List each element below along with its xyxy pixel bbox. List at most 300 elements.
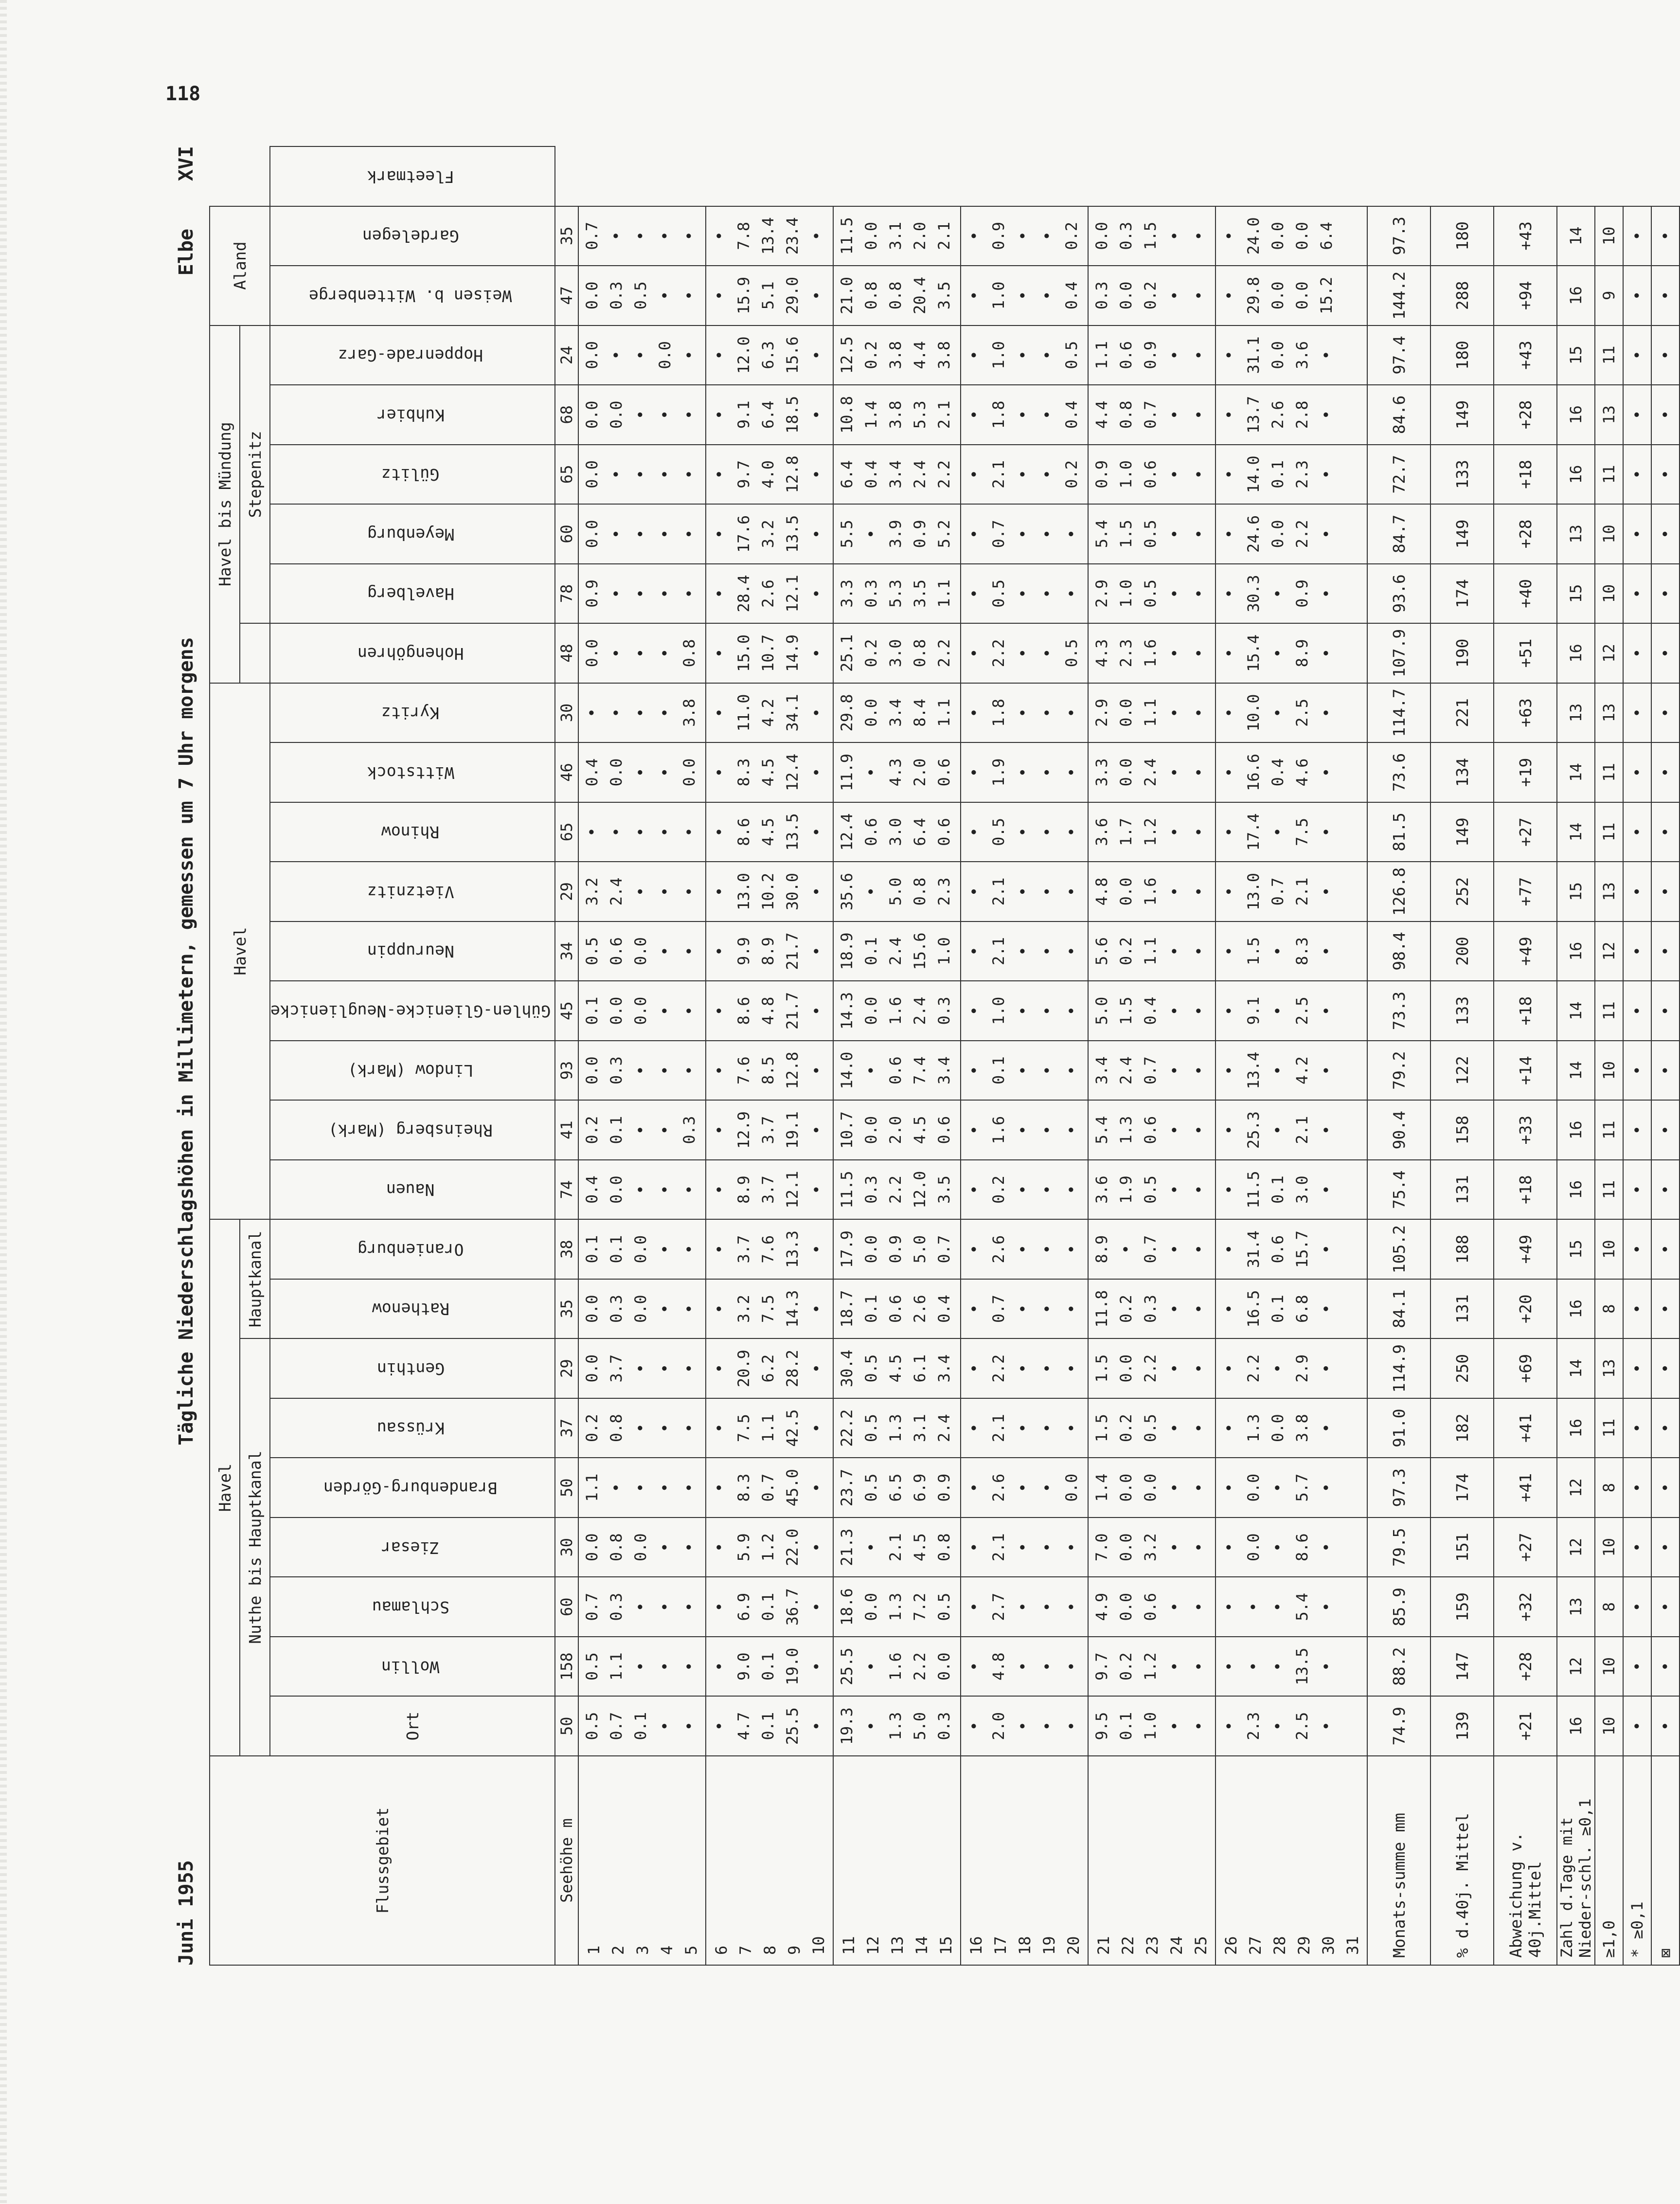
deviation-row-value: +43 [1494,206,1557,266]
deviation-row-value: +18 [1494,981,1557,1041]
pct-mean-row-value: 134 [1430,742,1494,802]
station-name: Havelberg [270,564,555,624]
days-star-row-value: • [1623,1577,1651,1637]
day-values-cell: • 1.0 • • 0.5 [961,325,1088,385]
days-ge10-row-value: 13 [1595,385,1623,445]
days-snow-row-value: • [1651,1518,1680,1577]
monthly-sum-row-value: 73.6 [1367,742,1430,802]
monthly-sum-row-value: 126.8 [1367,862,1430,921]
day-numbers: 11 12 13 14 15 [833,1756,961,1965]
day-values-cell: 35.6 • 5.0 0.8 2.3 [833,862,961,921]
days-star-row [1623,146,1651,1965]
day-values-cell: 1.1 • • • • [578,1458,706,1518]
day-values-cell: 1.5 0.0 2.2 • • [1088,1338,1215,1398]
station-name: Wollin [270,1637,555,1697]
day-values-cell: • 0.2 • • • [961,1160,1088,1220]
pct-mean-row-value: 147 [1430,1637,1494,1697]
group-hauptkanal: Hauptkanal [240,1219,270,1338]
deviation-row-value: +41 [1494,1458,1557,1518]
day-values-cell: • 0.0 • 8.6 • [1215,1518,1367,1577]
monthly-sum-row-value: 75.4 [1367,1160,1430,1220]
day-values-cell: • 2.1 • • 0.2 [961,445,1088,505]
station-name: Gardelegen [270,206,555,266]
group-nuthe: Nuthe bis Hauptkanal [240,1338,270,1756]
day-values-cell: 25.5 • 1.6 2.2 0.0 [833,1637,961,1697]
deviation-row-label: Abweichung v. 40j.Mittel [1494,1756,1557,1965]
days-star-row-value: • [1623,1160,1651,1220]
day-values-cell: • 4.7 0.1 25.5 • [706,1696,833,1756]
day-values-cell: • 11.0 4.2 34.1 • [706,683,833,743]
station-elevation: 158 [555,1637,578,1697]
station-name: Wittstock [270,742,555,802]
monthly-sum-row-value: 97.4 [1367,325,1430,385]
station-elevation: 30 [555,683,578,743]
days-ge01-row-value: 13 [1557,504,1595,564]
day-values-cell: • 8.6 4.8 21.7 • [706,981,833,1041]
days-ge10-row-value: 8 [1595,1279,1623,1339]
days-snow-row-value: • [1651,1219,1680,1279]
day-values-cell: 1.4 0.0 0.0 • • [1088,1458,1215,1518]
pct-mean-row-label: % d.40j. Mittel [1430,1756,1494,1965]
deviation-row-value: +33 [1494,1100,1557,1160]
deviation-row-value: +19 [1494,742,1557,802]
days-star-row-value: • [1623,683,1651,743]
monthly-sum-row-value: 74.9 [1367,1696,1430,1756]
day-values-cell: • 9.7 4.0 12.8 • [706,445,833,505]
days-ge10-row-value: 13 [1595,1338,1623,1398]
day-values-cell: • 3.7 7.6 13.3 • [706,1219,833,1279]
station-name: Fleetmark [270,146,555,206]
days-ge01-row-value: 14 [1557,1338,1595,1398]
elevation-row [555,146,578,1965]
day-values-cell: 9.7 0.2 1.2 • • [1088,1637,1215,1697]
day-values-cell: • 2.6 • • • [961,1219,1088,1279]
deviation-row-value: +51 [1494,623,1557,683]
day-values-cell: • 17.6 3.2 13.5 • [706,504,833,564]
day-values-cell: 0.5 0.6 0.0 • • [578,921,706,981]
days-star-row-value: • [1623,385,1651,445]
pct-mean-row-value: 200 [1430,921,1494,981]
days-ge01-row-value: 16 [1557,1279,1595,1339]
days-ge10-row-value: 10 [1595,1637,1623,1697]
days-snow-row-value: • [1651,1041,1680,1101]
days-ge10-row-value: 11 [1595,1100,1623,1160]
days-star-row-value: • [1623,1458,1651,1518]
days-ge01-row-value: 14 [1557,802,1595,862]
days-ge01-row-value: 16 [1557,1100,1595,1160]
day-values-cell: • 7.6 8.5 12.8 • [706,1041,833,1101]
station-elevation: 74 [555,1160,578,1220]
day-values-cell: • 29.8 0.0 0.0 15.2 [1215,266,1367,325]
deviation-row-value: +18 [1494,1160,1557,1220]
day-values-cell: • 2.0 • • • [961,1696,1088,1756]
days-star-row-value: • [1623,564,1651,624]
days-ge10-row-value: 11 [1595,802,1623,862]
monthly-sum-row-value: 84.1 [1367,1279,1430,1339]
deviation-row-value: +20 [1494,1279,1557,1339]
station-name: Kuhbier [270,385,555,445]
day-values-cell: 19.3 • 1.3 5.0 0.3 [833,1696,961,1756]
day-values-cell: 0.0 • • • • [578,504,706,564]
days-ge10-row-value: 12 [1595,921,1623,981]
days-star-row-value: • [1623,1637,1651,1697]
day-values-cell: • 1.8 • • • [961,683,1088,743]
monthly-sum-row [1367,146,1430,1965]
monthly-sum-row-value: 114.9 [1367,1338,1430,1398]
station-elevation: 38 [555,1219,578,1279]
day-values-cell: • 25.3 • 2.1 • [1215,1100,1367,1160]
day-values-cell: 10.7 0.0 2.0 4.5 0.6 [833,1100,961,1160]
day-values-cell: 5.6 0.2 1.1 • • [1088,921,1215,981]
days-star-row-value: • [1623,921,1651,981]
day-values-cell: • 1.0 • • 0.4 [961,266,1088,325]
station-name: Meyenburg [270,504,555,564]
days-ge10-row-value: 11 [1595,445,1623,505]
days-star-row-label: * ≥0,1 [1623,1756,1651,1965]
day-values-cell: • 9.0 0.1 19.0 • [706,1637,833,1697]
day-values-cell: • 2.1 • • • [961,1398,1088,1458]
station-elevation: 60 [555,1577,578,1637]
day-values-cell: 11.9 • 4.3 2.0 0.6 [833,742,961,802]
monthly-sum-row-value: 79.2 [1367,1041,1430,1101]
days-ge01-row-value: 15 [1557,862,1595,921]
deviation-row-value: +21 [1494,1696,1557,1756]
day-values-cell: • 13.4 • 4.2 • [1215,1041,1367,1101]
deviation-row-value: +63 [1494,683,1557,743]
monthly-sum-row-value: 91.0 [1367,1398,1430,1458]
deviation-row-value: +43 [1494,325,1557,385]
day-values-cell: 3.4 2.4 0.7 • • [1088,1041,1215,1101]
deviation-row-value: +14 [1494,1041,1557,1101]
pct-mean-row-value: 182 [1430,1398,1494,1458]
station-name: Schlamau [270,1577,555,1637]
days-star-row-value: • [1623,504,1651,564]
days-ge01-row-value: 16 [1557,1398,1595,1458]
day-values-cell: 3.3 0.3 5.3 3.5 1.1 [833,564,961,624]
day-values-cell: 3.2 2.4 • • • [578,862,706,921]
table-header-line [165,146,209,1966]
day-values-cell: 10.8 1.4 3.8 5.3 2.1 [833,385,961,445]
day-values-cell: • 8.3 0.7 45.0 • [706,1458,833,1518]
station-elevation: 35 [555,1279,578,1339]
days-snow-row-value: • [1651,802,1680,862]
monthly-sum-row-value: 93.6 [1367,564,1430,624]
days-ge01-row-value: 14 [1557,742,1595,802]
group-aland: Aland [210,206,270,325]
station-elevation: 30 [555,1518,578,1577]
deviation-row-value: +32 [1494,1577,1557,1637]
deviation-row-value: +27 [1494,802,1557,862]
station-elevation: 50 [555,1458,578,1518]
deviation-row-value: +18 [1494,445,1557,505]
days-ge10-row-value: 10 [1595,1696,1623,1756]
day-values-cell: • 1.6 • • • [961,1100,1088,1160]
days-ge10-row-value: 11 [1595,981,1623,1041]
days-star-row-value: • [1623,1100,1651,1160]
day-values-cell: • 1.9 • • • [961,742,1088,802]
day-block-row [961,146,1088,1965]
days-ge10-row-label: ≥1,0 [1595,1756,1623,1965]
station-elevation: 68 [555,385,578,445]
days-snow-row [1651,146,1680,1965]
day-values-cell: • 0.1 • • • [961,1041,1088,1101]
days-snow-row-value: • [1651,921,1680,981]
days-ge10-row [1595,146,1623,1965]
day-values-cell: • 10.0 • 2.5 • [1215,683,1367,743]
station-elevation: 45 [555,981,578,1041]
days-star-row-value: • [1623,1041,1651,1101]
group-row-1 [210,146,240,1965]
pct-mean-row-value: 122 [1430,1041,1494,1101]
day-values-cell: 0.9 1.0 0.6 • • [1088,445,1215,505]
monthly-sum-row-value: 97.3 [1367,206,1430,266]
days-snow-row-value: • [1651,1279,1680,1339]
day-values-cell: 0.0 0.3 0.5 • • [578,266,706,325]
days-star-row-value: • [1623,325,1651,385]
deviation-row-value: +28 [1494,385,1557,445]
day-numbers: 16 17 18 19 20 [961,1756,1088,1965]
days-ge10-row-value: 12 [1595,623,1623,683]
day-values-cell: • 2.7 • • • [961,1577,1088,1637]
monthly-sum-row-value: 88.2 [1367,1637,1430,1697]
days-ge01-row-value: 16 [1557,266,1595,325]
day-values-cell: 29.8 0.0 3.4 8.4 1.1 [833,683,961,743]
days-snow-row-value: • [1651,1160,1680,1220]
pct-mean-row-value: 131 [1430,1279,1494,1339]
station-name: Rhinow [270,802,555,862]
day-values-cell: • 0.7 • • • [961,1279,1088,1339]
days-star-row-value: • [1623,206,1651,266]
day-values-cell: 7.0 0.0 3.2 • • [1088,1518,1215,1577]
day-values-cell: • 12.9 3.7 19.1 • [706,1100,833,1160]
day-values-cell: 0.0 0.3 • • • [578,1041,706,1101]
days-ge01-row-value: 16 [1557,445,1595,505]
day-values-cell: 18.6 0.0 1.3 7.2 0.5 [833,1577,961,1637]
station-elevation: 48 [555,623,578,683]
days-snow-row-value: • [1651,623,1680,683]
day-values-cell: • 2.2 • • 0.5 [961,623,1088,683]
group-havel-2: Havel [210,683,270,1220]
deviation-row-value: +28 [1494,1637,1557,1697]
pct-mean-row-value: 180 [1430,206,1494,266]
day-values-cell: 0.4 0.0 • • • [578,1160,706,1220]
day-values-cell: • 0.0 • 5.7 • [1215,1458,1367,1518]
days-snow-row-value: • [1651,206,1680,266]
day-values-cell: • • • 5.4 • [1215,1577,1367,1637]
pct-mean-row-value: 159 [1430,1577,1494,1637]
station-name: Vietznitz [270,862,555,921]
day-values-cell: 23.7 0.5 6.5 6.9 0.9 [833,1458,961,1518]
pct-mean-row-value: 188 [1430,1219,1494,1279]
day-values-cell: • 28.4 2.6 12.1 • [706,564,833,624]
day-values-cell: • 30.3 • 0.9 • [1215,564,1367,624]
station-elevation: 24 [555,325,578,385]
deviation-row-value: +40 [1494,564,1557,624]
day-values-cell: 3.6 1.9 0.5 • • [1088,1160,1215,1220]
deviation-row-value: +69 [1494,1338,1557,1398]
days-snow-row-value: • [1651,385,1680,445]
day-values-cell: 3.3 0.0 2.4 • • [1088,742,1215,802]
station-elevation: 29 [555,1338,578,1398]
region-label: XVI [175,146,197,181]
day-values-cell: • • • • 3.8 [578,683,706,743]
day-values-cell: • 0.9 • • 0.2 [961,206,1088,266]
group-havel-muendung-gap [240,623,270,683]
deviation-row-value: +94 [1494,266,1557,325]
day-numbers: 26 27 28 29 30 31 [1215,1756,1367,1965]
monthly-sum-row-value: 72.7 [1367,445,1430,505]
days-snow-row-value: • [1651,1398,1680,1458]
days-ge10-row-value: 10 [1595,1219,1623,1279]
day-values-cell: • 8.6 4.5 13.5 • [706,802,833,862]
station-name: Gülitz [270,445,555,505]
day-values-cell: • 7.5 1.1 42.5 • [706,1398,833,1458]
day-values-cell: • 24.0 0.0 0.0 6.4 [1215,206,1367,266]
day-values-cell: • 2.1 • • • [961,921,1088,981]
days-ge01-row-value: 14 [1557,206,1595,266]
day-block-row [1215,146,1367,1965]
pct-mean-row-value: 149 [1430,385,1494,445]
days-star-row-value: • [1623,1279,1651,1339]
day-values-cell: 11.5 0.3 2.2 12.0 3.5 [833,1160,961,1220]
day-numbers: 21 22 23 24 25 [1088,1756,1215,1965]
days-ge10-row-value: 10 [1595,1518,1623,1577]
station-elevation: 65 [555,802,578,862]
day-values-cell: • 24.6 0.0 2.2 • [1215,504,1367,564]
days-ge01-row-value: 14 [1557,981,1595,1041]
deviation-row-value: +28 [1494,504,1557,564]
day-values-cell: • 2.1 • • • [961,1518,1088,1577]
days-ge01-row-value: 15 [1557,564,1595,624]
days-snow-row-label: ⊠ [1651,1756,1680,1965]
deviation-row-value: +27 [1494,1518,1557,1577]
day-values-cell: 0.0 • • • 0.8 [578,623,706,683]
day-values-cell: • 15.9 5.1 29.0 • [706,266,833,325]
day-values-cell: • 3.2 7.5 14.3 • [706,1279,833,1339]
deviation-row [1494,146,1557,1965]
monthly-sum-row-value: 98.4 [1367,921,1430,981]
day-values-cell: 6.4 0.4 3.4 2.4 2.2 [833,445,961,505]
days-ge01-row-value: 13 [1557,1577,1595,1637]
days-ge01-row-value: 16 [1557,1696,1595,1756]
monthly-sum-row-value: 81.5 [1367,802,1430,862]
day-values-cell: • 2.2 • • • [961,1338,1088,1398]
day-numbers: 6 7 8 9 10 [706,1756,833,1965]
pct-mean-row-value: 174 [1430,564,1494,624]
station-name: Brandenburg-Görden [270,1458,555,1518]
pct-mean-row-value: 149 [1430,504,1494,564]
day-values-cell: • 12.0 6.3 15.6 • [706,325,833,385]
days-star-row-value: • [1623,1398,1651,1458]
days-snow-row-value: • [1651,981,1680,1041]
day-values-cell: 21.3 • 2.1 4.5 0.8 [833,1518,961,1577]
day-values-cell: 0.7 • • • • [578,206,706,266]
day-values-cell: 12.5 0.2 3.8 4.4 3.8 [833,325,961,385]
days-ge01-row-value: 16 [1557,385,1595,445]
station-elevation: 47 [555,266,578,325]
day-values-cell: • 8.3 4.5 12.4 • [706,742,833,802]
days-ge10-row-value: 11 [1595,325,1623,385]
days-ge01-row-value: 16 [1557,921,1595,981]
days-star-row-value: • [1623,1518,1651,1577]
day-values-cell: 0.1 0.0 0.0 • • [578,981,706,1041]
day-values-cell: 0.2 0.1 • • 0.3 [578,1100,706,1160]
day-values-cell: 0.9 • • • • [578,564,706,624]
day-values-cell: 0.2 0.8 • • • [578,1398,706,1458]
pct-mean-row-value: 190 [1430,623,1494,683]
monthly-sum-row-value: 107.9 [1367,623,1430,683]
station-elevation: 35 [555,206,578,266]
days-snow-row-value: • [1651,564,1680,624]
day-values-cell: • 5.9 1.2 22.0 • [706,1518,833,1577]
days-snow-row-value: • [1651,1100,1680,1160]
precipitation-table [209,146,1680,1966]
seehoehe-label: Seehöhe m [555,1756,578,1965]
day-values-cell: • 6.9 0.1 36.7 • [706,1577,833,1637]
monthly-sum-row-value: 84.7 [1367,504,1430,564]
day-values-cell: 0.0 • • 0.0 • [578,325,706,385]
day-values-cell: • 0.7 • • • [961,504,1088,564]
deviation-row-value: +49 [1494,921,1557,981]
day-values-cell: 0.7 0.3 • • • [578,1577,706,1637]
day-values-cell: • 11.5 0.1 3.0 • [1215,1160,1367,1220]
station-name: Neuruppin [270,921,555,981]
station-name: Lindow (Mark) [270,1041,555,1101]
station-elevation: 34 [555,921,578,981]
day-values-cell: 5.4 1.5 0.5 • • [1088,504,1215,564]
day-values-cell: 21.0 0.8 0.8 20.4 3.5 [833,266,961,325]
days-snow-row-value: • [1651,1458,1680,1518]
station-name: Oranienburg [270,1219,555,1279]
day-values-cell: 2.9 1.0 0.5 • • [1088,564,1215,624]
days-ge01-row-value: 12 [1557,1458,1595,1518]
day-values-cell: • 16.5 0.1 6.8 • [1215,1279,1367,1339]
days-ge01-row-value: 12 [1557,1637,1595,1697]
day-values-cell: 1.5 0.2 0.5 • • [1088,1398,1215,1458]
pct-mean-row-value: 174 [1430,1458,1494,1518]
day-values-cell: 0.0 0.0 • • • [578,385,706,445]
days-star-row-value: • [1623,445,1651,505]
days-ge10-row-value: 11 [1595,1160,1623,1220]
day-values-cell: • 1.3 0.0 3.8 • [1215,1398,1367,1458]
days-ge10-row-value: 9 [1595,266,1623,325]
station-name: Ziesar [270,1518,555,1577]
days-star-row-value: • [1623,1696,1651,1756]
day-values-cell: • 16.6 0.4 4.6 • [1215,742,1367,802]
group-havel: Havel [210,1219,240,1756]
pct-mean-row-value: 158 [1430,1100,1494,1160]
days-snow-row-value: • [1651,504,1680,564]
day-values-cell: 0.5 1.1 • • • [578,1637,706,1697]
scan-edge [0,0,7,2204]
day-values-cell: 5.4 1.3 0.6 • • [1088,1100,1215,1160]
page-number: 118 [165,83,201,105]
monthly-sum-row-value: 114.7 [1367,683,1430,743]
monthly-sum-row-value: 73.3 [1367,981,1430,1041]
day-values-cell: • 7.8 13.4 23.4 • [706,206,833,266]
day-values-cell: • 2.2 • 2.9 • [1215,1338,1367,1398]
day-values-cell: 0.0 0.3 0.0 • • [578,1279,706,1339]
days-ge10-row-value: 13 [1595,862,1623,921]
day-values-cell: • 1.5 • 8.3 • [1215,921,1367,981]
day-values-cell: 8.9 • 0.7 • • [1088,1219,1215,1279]
day-values-cell: 0.0 0.8 0.0 • • [578,1518,706,1577]
day-values-cell: • 9.1 6.4 18.5 • [706,385,833,445]
day-values-cell: 4.9 0.0 0.6 • • [1088,1577,1215,1637]
monthly-sum-row-value: 85.9 [1367,1577,1430,1637]
day-values-cell: 2.9 0.0 1.1 • • [1088,683,1215,743]
flussgebiet-cell: Flussgebiet [210,1756,555,1965]
